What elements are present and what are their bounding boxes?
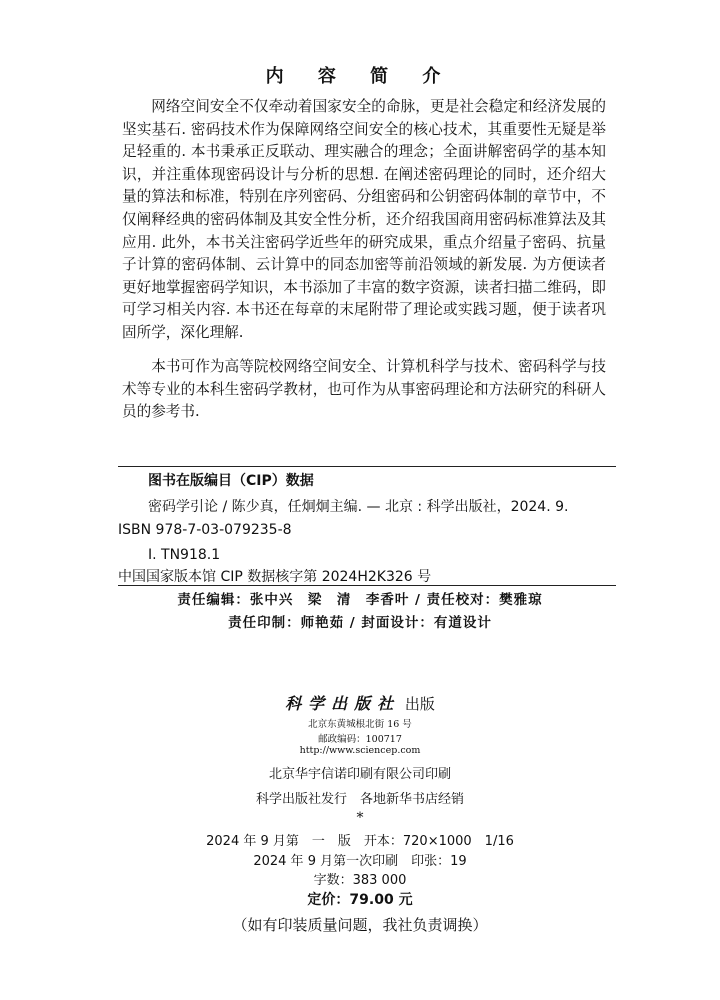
separator-star: *	[356, 810, 364, 826]
edition-line-1: 2024 年 9 月第 一 版 开本：720×1000 1/16	[206, 834, 514, 849]
edition-line-2: 2024 年 9 月第一次印刷 印张：19	[253, 854, 467, 869]
cip-record-number: 中国国家版本馆 CIP 数据核字第 2024H2K326 号	[118, 569, 432, 585]
summary-title: 内 容 简 介	[265, 66, 455, 87]
summary-paragraph-1: 网络空间安全不仅牵动着国家安全的命脉，更是社会稳定和经济发展的坚实基石. 密码技术作为保障网络空间安全的核心技术，其重要性无疑是举足轻重的. 本书秉承正反联动、理实融合的理念；全面讲解密码学的基本知识，并注重体现密码设计与分析的思想. 在阐述密码理论的同时，还介绍大量的算法和标准，特别在序列密码、分组密码和公钥密码体制的章节中，不仅阐释经典的密码体制及其安全性分析，还介绍我国商用密码标准算法及其应用. 此外，本书关注密码学近些年的研究成果，重点介绍量子密码、抗量子计算的密码体制、云计算中的同态加密等前沿领域的新发展. 为方便读者更好地掌握密码学知识，本书添加了丰富的数字资源，读者扫描二维码，即可学习相关内容. 本书还在每章的末尾附带了理论或实践习题，便于读者巩固所学，深化理解.	[122, 98, 606, 341]
cip-isbn: ISBN 978-7-03-079235-8	[118, 522, 292, 538]
publisher-row	[0, 691, 720, 714]
publisher-url: http://www.sciencep.com	[299, 745, 421, 756]
price: 定价：79.00 元	[307, 892, 413, 908]
editor-credits: 责任编辑：张中兴 梁 清 李香叶 / 责任校对：樊雅琼	[177, 592, 543, 608]
publisher-suffix: 出版	[404, 695, 435, 713]
distribution-line: 科学出版社发行 各地新华书店经销	[255, 792, 464, 807]
cip-top-rule	[118, 466, 616, 467]
print-credits: 责任印制：师艳茹 / 封面设计：有道设计	[228, 615, 492, 631]
publisher-address: 北京东黄城根北街 16 号	[308, 719, 412, 730]
cip-title: 图书在版编目（CIP）数据	[148, 473, 314, 489]
printer-line: 北京华宇信诺印刷有限公司印刷	[268, 767, 451, 782]
publisher-name: 科学出版社	[285, 694, 401, 713]
cip-book-line: 密码学引论 / 陈少真，任炯炯主编. — 北京 : 科学出版社，2024. 9.	[148, 499, 569, 515]
cip-bottom-rule	[118, 585, 616, 586]
word-count: 字数：383 000	[313, 873, 407, 888]
summary-paragraph-2: 本书可作为高等院校网络空间安全、计算机科学与技术、密码科学与技术等专业的本科生密码学教材，也可作为从事密码理论和方法研究的科研人员的参考书.	[122, 358, 606, 421]
quality-notice: （如有印装质量问题，我社负责调换）	[232, 916, 488, 934]
cip-classification: Ⅰ. TN918.1	[148, 547, 221, 563]
publisher-zip: 邮政编码：100717	[318, 734, 402, 745]
